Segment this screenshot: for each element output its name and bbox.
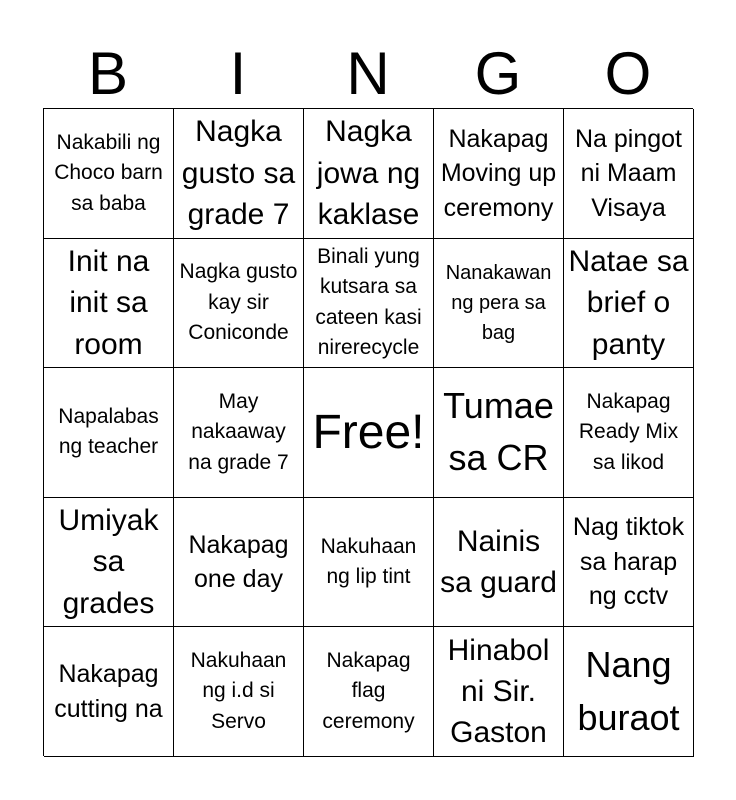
cell-text: Napalabas ng teacher: [58, 405, 159, 459]
bingo-cell[interactable]: [434, 109, 564, 239]
cell-text: Nang buraot: [577, 644, 680, 738]
cell-text: Na pingot ni Maam Visaya: [574, 124, 683, 222]
header-letter-n: N: [346, 40, 390, 107]
cell-text: Nanakawan ng pera sa bag: [445, 261, 552, 344]
bingo-cell[interactable]: [304, 239, 434, 369]
bingo-cell[interactable]: [174, 498, 304, 628]
header-letter-g: G: [474, 40, 522, 107]
bingo-cell[interactable]: [44, 368, 174, 498]
cell-text: Init na init sa room: [67, 244, 150, 361]
bingo-cell[interactable]: [564, 498, 694, 628]
cell-text: Binali yung kutsara sa cateen kasi nirerecycle: [315, 245, 422, 360]
cell-text: Nakapag cutting na: [54, 660, 163, 723]
cell-text: Nainis sa guard: [440, 524, 557, 600]
bingo-cell[interactable]: [44, 239, 174, 369]
cell-text: Nakuhaan ng i.d si Servo: [190, 649, 287, 733]
free-space-text: Free!: [312, 405, 425, 459]
bingo-header: [43, 40, 693, 108]
bingo-cell[interactable]: [564, 627, 694, 757]
bingo-cell[interactable]: [434, 498, 564, 628]
cell-text: Nakapag flag ceremony: [322, 649, 415, 733]
bingo-cell[interactable]: [434, 627, 564, 757]
bingo-cell[interactable]: [434, 368, 564, 498]
cell-text: Nagka gusto sa grade 7: [181, 115, 296, 231]
cell-text: Nakapag one day: [188, 530, 289, 594]
free-space[interactable]: [304, 368, 434, 498]
bingo-cell[interactable]: [44, 627, 174, 757]
cell-text: Tumae sa CR: [443, 385, 554, 479]
cell-text: Natae sa brief o panty: [568, 244, 689, 361]
bingo-cell[interactable]: [304, 627, 434, 757]
cell-text: Nakapag Moving up ceremony: [440, 124, 557, 222]
cell-text: Nakabili ng Choco barn sa baba: [54, 130, 163, 215]
bingo-cell[interactable]: [44, 498, 174, 628]
cell-text: Nagka jowa ng kaklase: [316, 115, 421, 231]
cell-text: Nag tiktok sa harap ng cctv: [572, 513, 685, 611]
cell-text: May nakaaway na grade 7: [188, 389, 289, 474]
cell-text: Umiyak sa grades: [58, 503, 159, 620]
cell-text: Hinabol ni Sir. Gaston: [447, 633, 550, 750]
bingo-cell[interactable]: [304, 109, 434, 239]
bingo-cell[interactable]: [174, 109, 304, 239]
bingo-cell[interactable]: [174, 368, 304, 498]
bingo-cell[interactable]: [304, 498, 434, 628]
bingo-cell[interactable]: [44, 109, 174, 239]
bingo-cell[interactable]: [434, 239, 564, 369]
bingo-cell[interactable]: [174, 239, 304, 369]
cell-text: Nakapag Ready Mix sa likod: [578, 389, 679, 474]
header-letter-i: I: [229, 40, 247, 107]
bingo-cell[interactable]: [564, 368, 694, 498]
cell-text: Nakuhaan ng lip tint: [320, 534, 417, 589]
header-letter-b: B: [87, 40, 129, 107]
bingo-cell[interactable]: [564, 239, 694, 369]
header-letter-o: O: [604, 40, 652, 107]
bingo-cell[interactable]: [564, 109, 694, 239]
bingo-card: [43, 108, 693, 756]
cell-text: Nagka gusto kay sir Coniconde: [179, 260, 298, 345]
bingo-cell[interactable]: [174, 627, 304, 757]
